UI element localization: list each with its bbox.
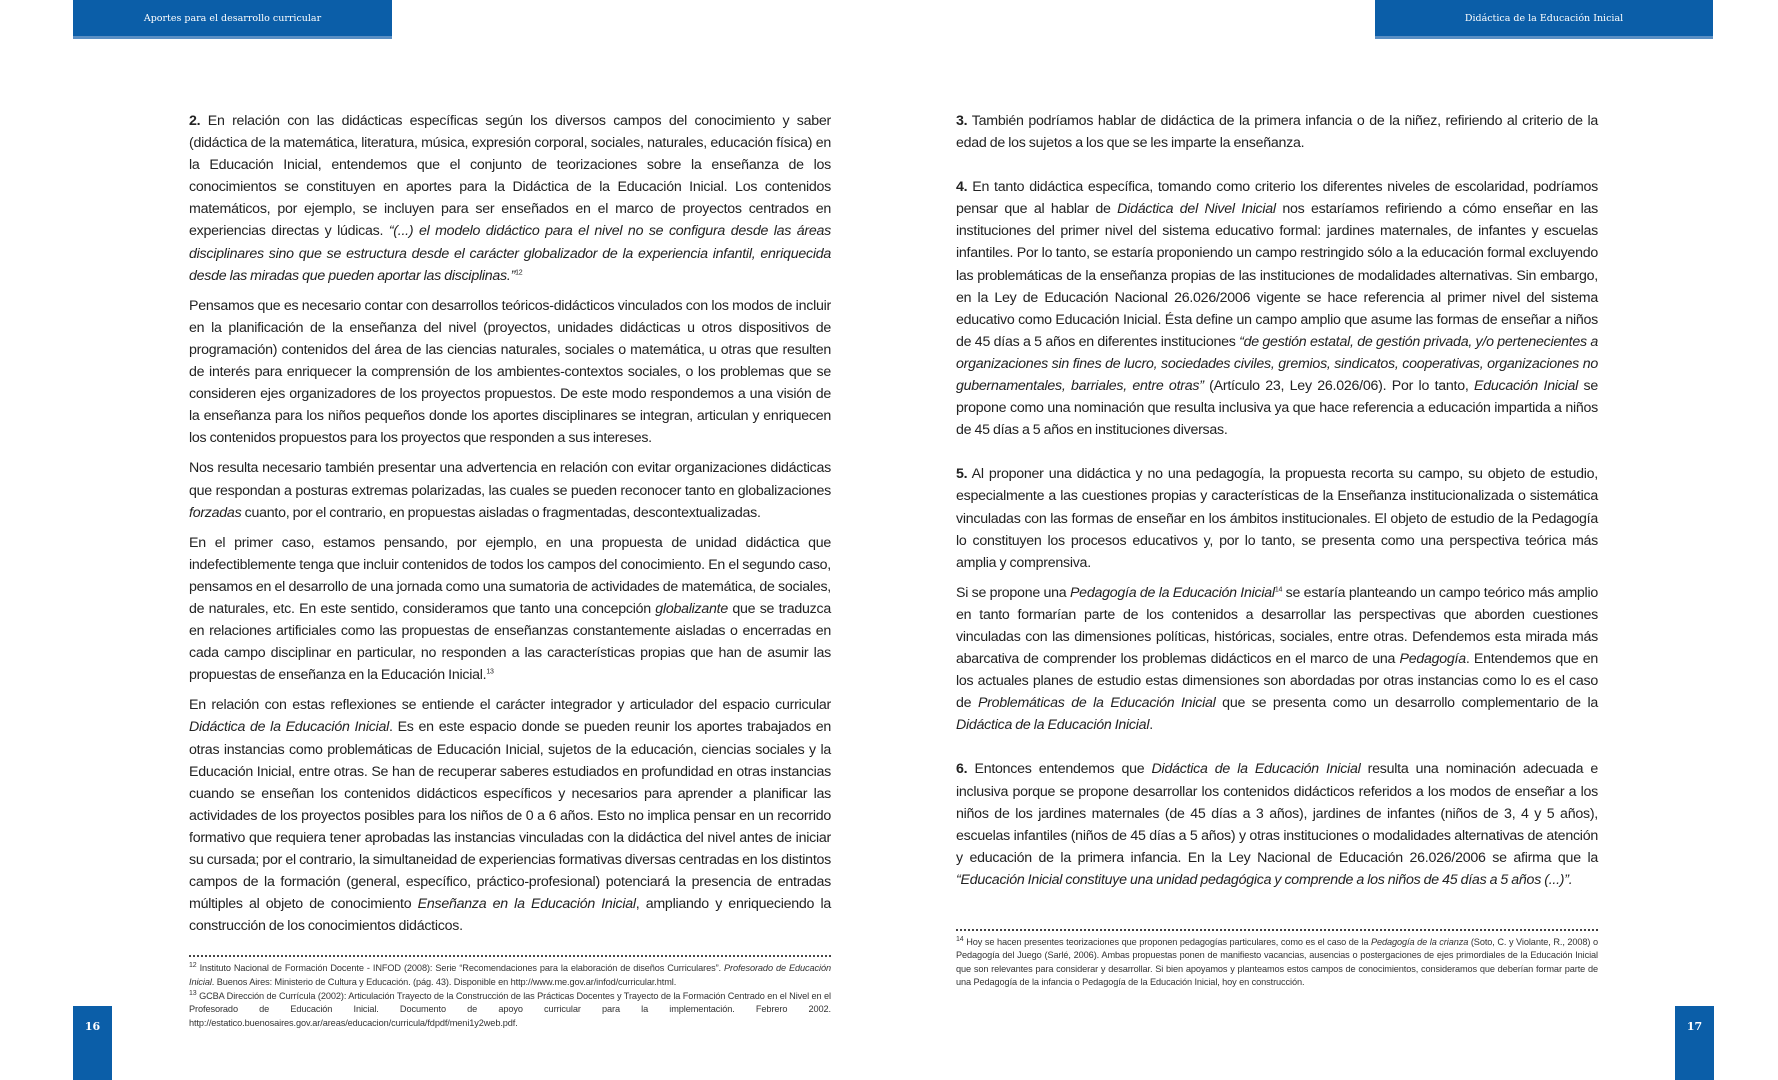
text-run: nos estaríamos refiriendo a cómo enseñar en las instituciones del primer nivel del sistema educativo formal: jardines maternales, de infantes y escuelas infantiles. Por lo tanto, se estaría proponiendo un campo restringido sólo a la educación formal excluyendo las problemáticas de la enseñanza propias de las instituciones de modalidades alternativas. Sin embargo, en la Ley de Educación Nacional 26.026/2006 vigente se hace referencia al primer nivel del sistema educativo como Educación Inicial. Ésta define un campo amplio que asume las formas de enseñar a niños de 45 días a 5 años en diferentes instituciones <box>956 201 1598 350</box>
text-run: En relación con estas reflexiones se entiende el carácter integrador y articulador del espacio curricular <box>189 697 831 714</box>
text-run: . Es en este espacio donde se pueden reunir los aportes trabajados en otras instancias como problemáticas de Educación Inicial, sujetos de la educación, ciencias sociales y la Educación Inicial, entre otras. Se han de recuperar saberes estudiados en profundidad en otras instancias cuando se enseñan los contenidos didácticos específicos y necesarios para aprender a planificar las actividades de los proyectos posibles para los niños de 0 a 6 años. Esto no implica pensar en un recorrido formativo que requiera tener aprobadas las instancias vinculadas con la didáctica del nivel antes de iniciar su cursada; por el contrario, la simultaneidad de experiencias formativas diversas centradas en los distintos campos de la formación (general, específico, práctico-profesional) potenciará la presencia de entradas múltiples al objeto de conocimiento <box>189 719 831 913</box>
footnote-ref: 14 <box>956 935 964 943</box>
emphasis-text: Problemáticas de la Educación Inicial <box>977 695 1216 712</box>
right-page-footnotes <box>956 919 1598 990</box>
text-run: Hoy se hacen presentes teorizaciones que proponen pedagogías particulares, como es el caso de la <box>963 936 1371 947</box>
page-number-left-text: 16 <box>84 1020 101 1033</box>
text-run: En el primer caso, estamos pensando, por ejemplo, en una propuesta de unidad didáctica que indefectiblemente tenga que incluir contenidos de todos los campos del conocimiento. En el segundo caso, pensamos en el desarrollo de una jornada como una sumatoria de actividades de matemática, de sociales, de naturales, etc. En este sentido, consideramos que tanto una concepción <box>189 534 831 617</box>
footnote-list <box>189 962 831 1030</box>
emphasis-text: Enseñanza en la Educación Inicial <box>417 896 636 913</box>
text-run: cuanto, por el contrario, en propuestas aisladas o fragmentadas, descontextualizadas. <box>241 504 761 521</box>
left-page <box>189 110 831 1030</box>
emphasis-text: forzadas <box>189 504 242 521</box>
text-run: Instituto Nacional de Formación Docente - INFOD (2008): Serie “Recomendaciones para la elaboración de diseños Curriculares”. <box>196 963 724 974</box>
left-page-footnotes <box>189 945 831 1030</box>
paragraph <box>956 110 1598 154</box>
section-number: 4. <box>956 179 968 196</box>
emphasis-text: Profesorado de Educación Inicial <box>189 963 831 987</box>
emphasis-text: Didáctica de la Educación Inicial <box>189 719 390 736</box>
paragraph <box>189 962 831 989</box>
section-number: 5. <box>956 466 968 483</box>
paragraph <box>189 694 831 937</box>
text-run: Si se propone una <box>956 584 1070 601</box>
right-page-body <box>956 110 1598 913</box>
text-run: En tanto didáctica específica, tomando como criterio los diferentes niveles de escolaridad, podríamos pensar que al hablar de <box>956 179 1598 218</box>
footnote-ref: 14 <box>1274 586 1283 594</box>
footnote-separator <box>189 955 831 957</box>
paragraph <box>189 990 831 1031</box>
text-run: , ampliando y enriqueciendo la construcción de los conocimientos didácticos. <box>189 896 831 935</box>
text-run: . Entendemos que en los actuales planes de estudio estas dimensiones son abordadas por otras instancias como lo es el caso de <box>956 651 1598 712</box>
emphasis-text: Didáctica del Nivel Inicial <box>1117 201 1276 218</box>
paragraph <box>189 295 831 450</box>
text-run: resulta una nominación adecuada e inclusiva porque se propone desarrollar los contenidos didácticos referidos a los modos de enseñar a los niños de los jardines maternales (de 45 días a 3 años), jardines de infantes (niños de 3, 4 y 5 años), escuelas infantiles (niños de 45 días a 5 años) y otras instituciones o modalidades alternativas de atención y educación de la primera infancia. En la Ley Nacional de Educación 26.026/2006 se afirma que la <box>956 761 1598 866</box>
right-page <box>956 110 1598 990</box>
left-page-body <box>189 110 831 945</box>
paragraph <box>956 463 1598 573</box>
right-page-section-6 <box>956 758 1598 891</box>
paragraph <box>189 457 831 523</box>
paragraph <box>956 176 1598 441</box>
footnote-ref: 12 <box>515 268 523 276</box>
emphasis-text: globalizante <box>655 600 729 617</box>
paragraph <box>189 110 831 287</box>
emphasis-text: Pedagogía de la Educación Inicial <box>1069 584 1275 601</box>
text-run: que se traduzca en relaciones artificiales como las propuestas de enseñanzas constantemente aisladas o encerradas en cada campo disciplinar en particular, no responden a las características propias que han de asumir las propuestas de enseñanza en la Educación Inicial. <box>189 600 831 684</box>
footnote-ref: 12 <box>189 962 197 970</box>
footnote-separator <box>956 929 1598 931</box>
page-number-left <box>73 1006 112 1080</box>
page-number-right-text: 17 <box>1686 1020 1703 1033</box>
emphasis-text: Didáctica de la Educación Inicial <box>956 717 1150 734</box>
emphasis-text: Pedagogía de la crianza <box>1370 936 1469 947</box>
text-run: se propone como una nominación que resulta inclusiva ya que hace referencia a educación impartida a niños de 45 días a 5 años en instituciones diversas. <box>956 378 1599 439</box>
text-run: que se presenta como un desarrollo complementario de la <box>1215 695 1599 712</box>
text-run: Nos resulta necesario también presentar una advertencia en relación con evitar organizaciones didácticas que respondan a posturas extremas polarizadas, las cuales se pueden reconocer tanto en globalizaciones <box>189 460 831 499</box>
emphasis-text: Educación Inicial <box>1474 378 1579 395</box>
text-run: . <box>1149 717 1153 734</box>
emphasis-text: Didáctica de la Educación Inicial <box>1151 761 1361 778</box>
footnote-list <box>956 936 1598 990</box>
text-run: Entonces entendemos que <box>967 761 1152 778</box>
section-number: 2. <box>189 113 201 129</box>
text-run: (Artículo 23, Ley 26.026/06). Por lo tanto, <box>1203 378 1475 395</box>
text-run: En relación con las didácticas específicas según los diversos campos del conocimiento y saber (didáctica de la matemática, literatura, música, expresión corporal, sociales, naturales, educación física) en la Educación Inicial, entendemos que el conjunto de teorizaciones sobre la enseñanza de los conocimientos se constituyen en aportes para la Didáctica de la Educación Inicial. Los contenidos matemáticos, por ejemplo, se incluyen para ser enseñados en el marco de proyectos centrados en experiencias directas y lúdicas. <box>189 113 831 240</box>
section-number: 6. <box>956 761 968 778</box>
running-header-right-title: Didáctica de la Educación Inicial <box>1464 12 1624 24</box>
paragraph <box>189 532 831 687</box>
section-number: 3. <box>956 113 968 129</box>
paragraph <box>956 582 1598 737</box>
right-page-section-5 <box>956 463 1598 736</box>
right-page-section-3 <box>956 110 1598 154</box>
emphasis-text: “Educación Inicial constituye una unidad pedagógica y comprende a los niños de 45 días a 5 años (...)”. <box>956 871 1573 888</box>
emphasis-text: Pedagogía <box>1399 651 1466 668</box>
text-run: Pensamos que es necesario contar con desarrollos teóricos-didácticos vinculados con los modos de incluir en la planificación de la enseñanza del nivel (proyectos, unidades didácticas u otros dispositivos de programación) contenidos del área de las ciencias naturales, sociales o matemática, u otras que resulten de interés para enriquecer la comprensión de los ambientes-contextos sociales, o los problemas que se consideren ejes organizadores de los proyectos propuestos. De este modo respondemos a una visión de la enseñanza para los niños pequeños donde los aportes disciplinares se integran, articulan y enriquecen los contenidos propuestos para los proyectos que responden a sus intereses. <box>189 297 831 447</box>
right-page-section-4 <box>956 176 1598 441</box>
running-header-left-title: Aportes para el desarrollo curricular <box>143 12 322 24</box>
emphasis-text: “de gestión estatal, de gestión privada, y/o pertenecientes a organizaciones sin fines de lucro, sociedades civiles, gremios, sindicatos, cooperativas, organizaciones no gubernamentales, barriales, entre otras” <box>956 333 1599 395</box>
paragraph <box>956 758 1598 891</box>
text-run: También podríamos hablar de didáctica de la primera infancia o de la niñez, refiriendo al criterio de la edad de los sujetos a los que se les imparte la enseñanza. <box>956 113 1598 152</box>
text-run: (Soto, C. y Violante, R., 2008) o Pedagogía del Juego (Sarlé, 2006). Ambas propuestas ponen de manifiesto vacancias, ausencias o postergaciones de ejes primordiales de la Educación Inicial que son relevantes para considerar y desarrollar. Si bien apoyamos y planteamos estos campos de conocimientos, consideramos que deberían formar parte de una Pedagogía de la infancia o Pedagogía de la Educación Inicial, hoy en construcción. <box>956 936 1599 988</box>
text-run: GCBA Dirección de Currícula (2002): Articulación Trayecto de la Construcción de las Prácticas Docentes y Trayecto de la Formación Centrado en el Nivel en el Profesorado de Educación Inicial. Documento de apoyo curricular para la implementación. Febrero 2002. http://estatico.buenosaires.gov.ar/areas/educacion/curricula/fdpdf/meni1y2web.pdf. <box>189 990 831 1028</box>
running-header-left <box>73 0 392 39</box>
page-number-right <box>1675 1006 1714 1080</box>
emphasis-text: “(...) el modelo didáctico para el nivel no se configura desde las áreas disciplinares sino que se estructura desde el carácter globalizador de la experiencia infantil, enriquecida desde las miradas que pueden aportar las disciplinas.” <box>189 223 831 284</box>
text-run: . Buenos Aires: Ministerio de Cultura y Educación. (pág. 43). Disponible en http://www.me.gov.ar/infod/curricular.html. <box>211 976 677 987</box>
text-run: se estaría planteando un campo teórico más amplio en tanto formarían parte de los contenidos a desarrollar las perspectivas que aborden cuestiones vinculadas con las dimensiones políticas, históricas, sociales, entre otras. Defendemos esta mirada más abarcativa de comprender los problemas didácticos en el marco de una <box>956 584 1599 668</box>
paragraph <box>956 936 1598 990</box>
footnote-ref: 13 <box>189 989 197 997</box>
running-header-right <box>1375 0 1713 39</box>
text-run: Al proponer una didáctica y no una pedagogía, la propuesta recorta su campo, su objeto de estudio, especialmente a las cuestiones propias y características de la Enseñanza institucionalizada o sistemática vinculadas con las formas de enseñar en los ámbitos institucionales. El objeto de estudio de la Pedagogía lo constituyen los procesos educativos y, por lo tanto, se presenta como una perspectiva teórica más amplia y comprensiva. <box>956 466 1598 571</box>
footnote-ref: 13 <box>486 668 494 676</box>
